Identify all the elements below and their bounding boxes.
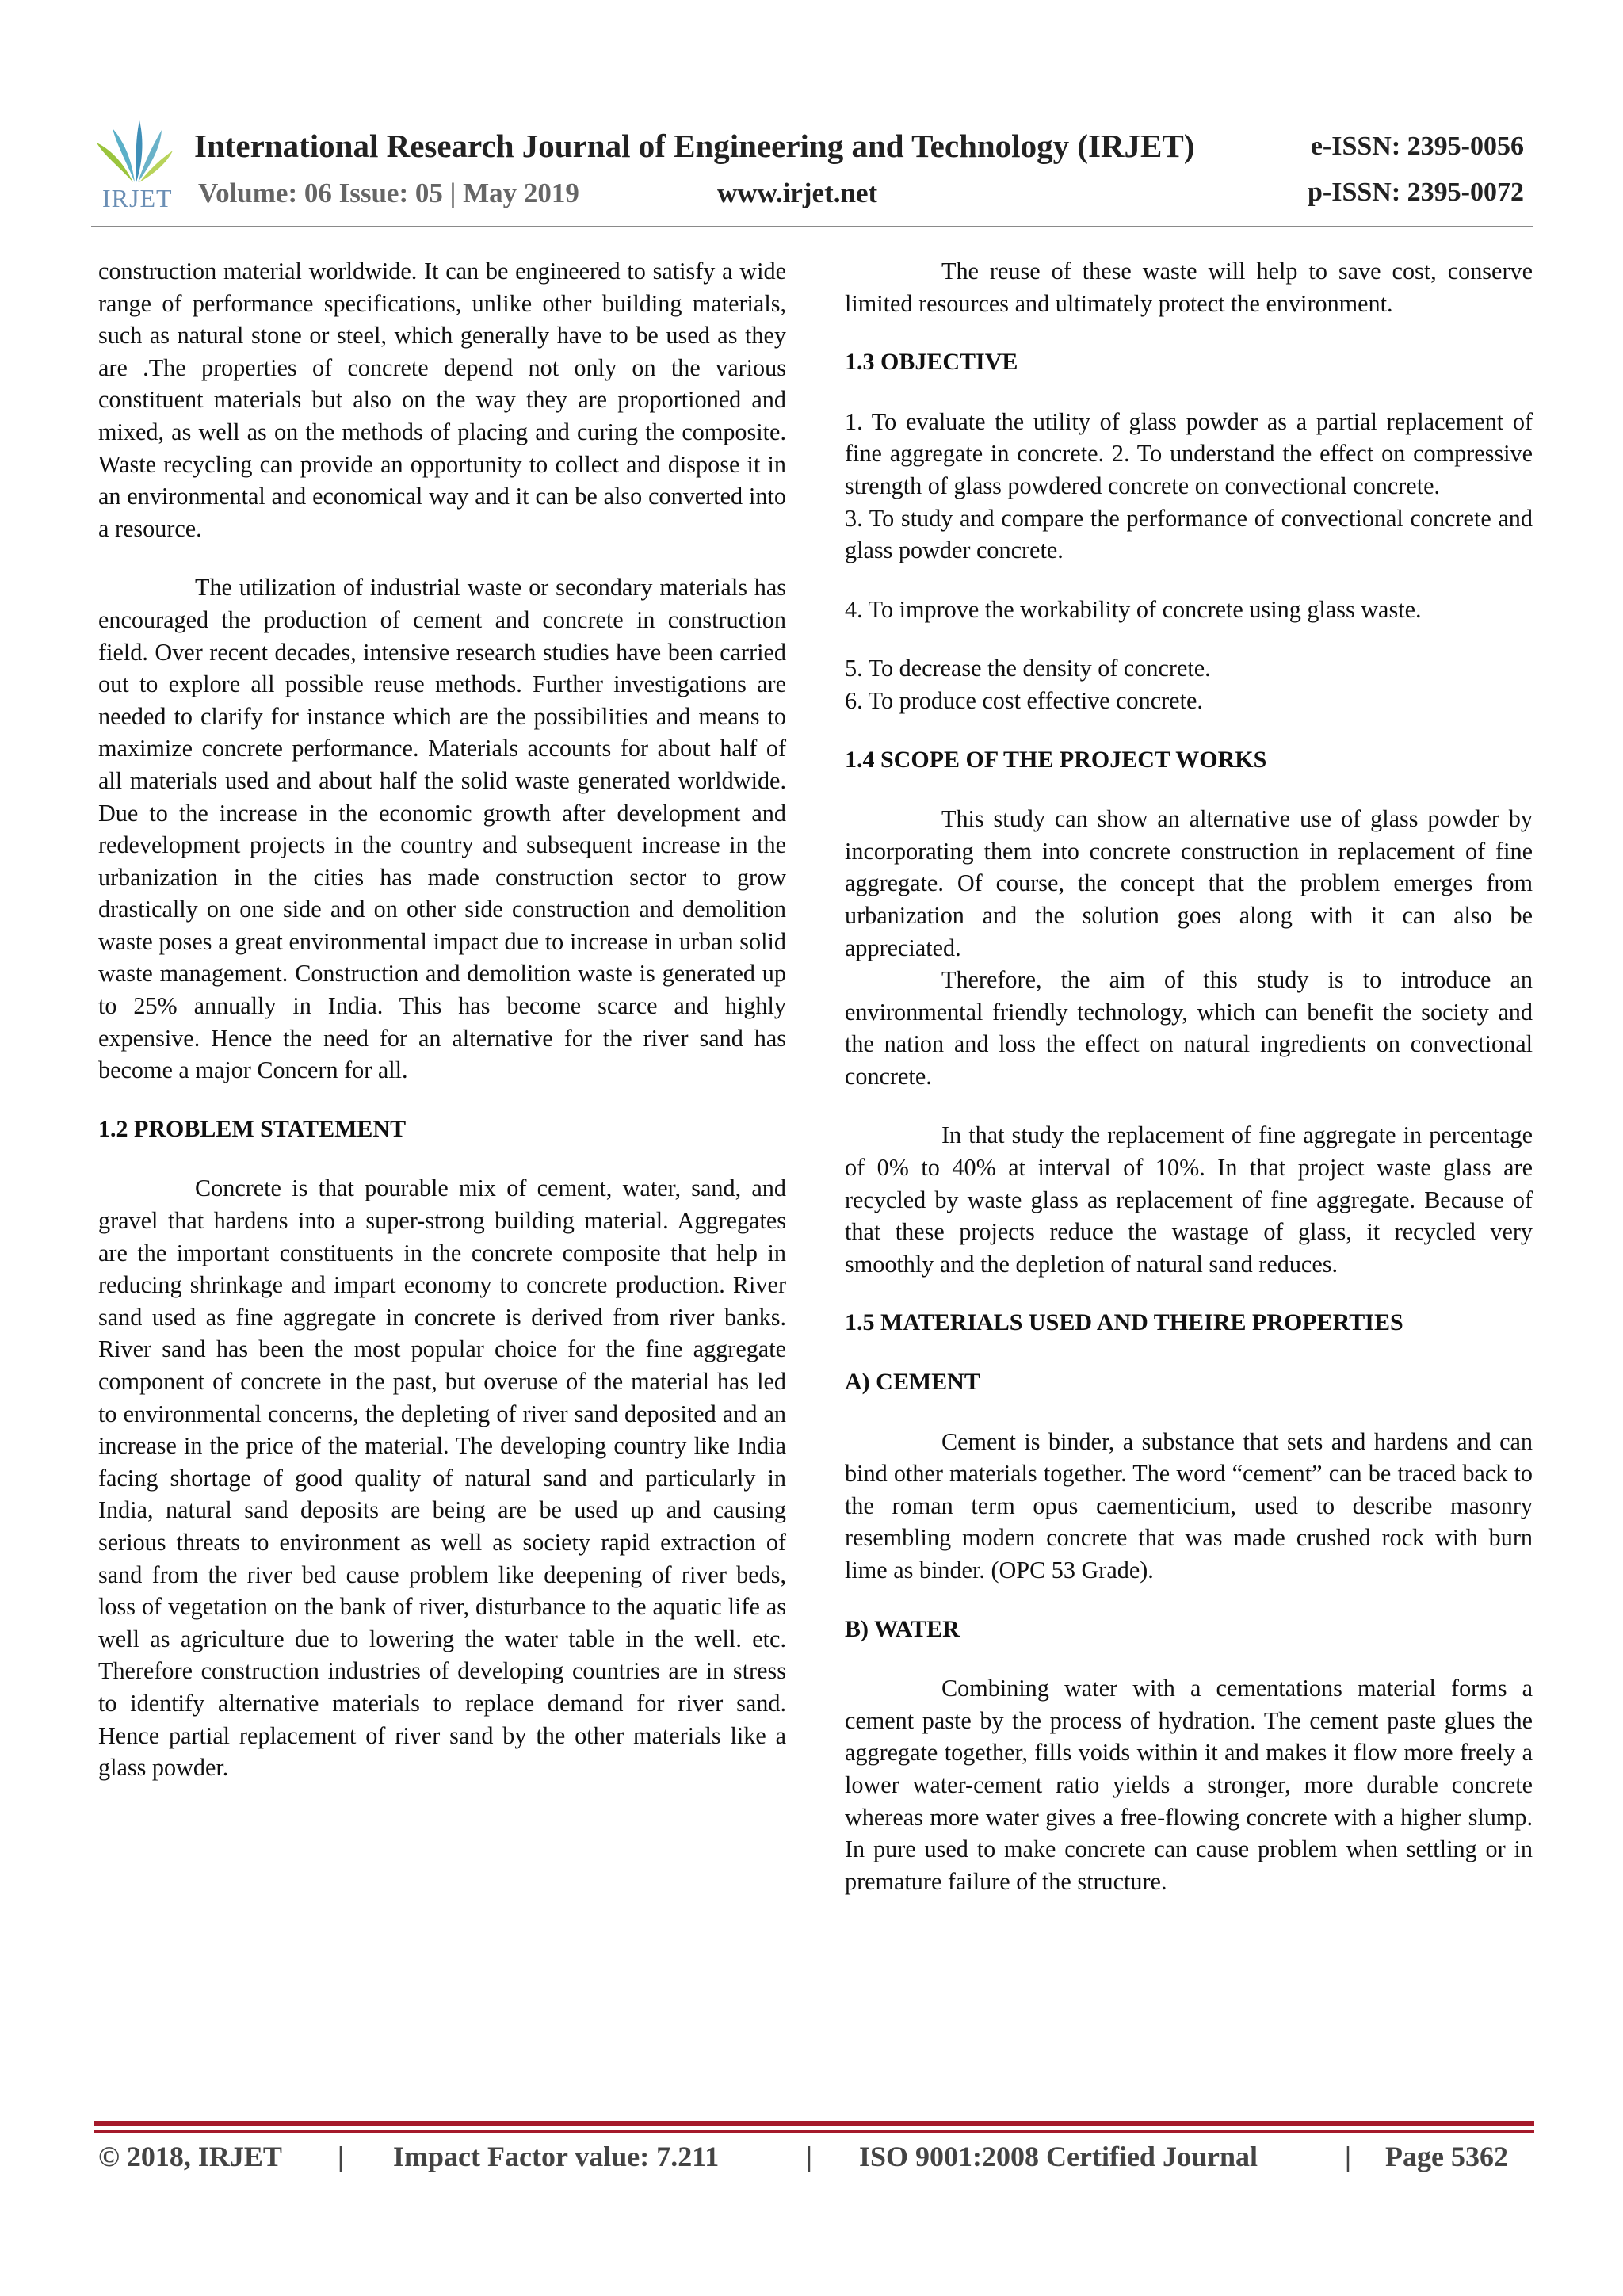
subsection-heading-cement: A) CEMENT: [845, 1369, 980, 1396]
journal-website-link[interactable]: www.irjet.net: [717, 178, 878, 208]
footer-iso-certification: ISO 9001:2008 Certified Journal: [859, 2141, 1258, 2172]
paragraph: This study can show an alternative use of glass powder by incorporating them into concrete construction in replacement of fine aggregate. Of course, the concept that the problem emerges from urbanization and the solution goes along with it can also be appreciated.: [845, 805, 1533, 961]
objective-item: 6. To produce cost effective concrete.: [845, 686, 1203, 714]
objective-item: 3. To study and compare the performance of convectional concrete and glass powder concrete.: [845, 504, 1533, 564]
volume-issue: Volume: 06 Issue: 05 | May 2019: [198, 178, 579, 208]
footer-copyright: © 2018, IRJET: [98, 2141, 282, 2172]
paragraph: In that study the replacement of fine aggregate in percentage of 0% to 40% at interval of 10%. In that project waste glass are recycled by waste glass as replacement of fine aggregate. Because of that these projects reduce the wastage of glass, it recycled very smoothly and the depletion of natural sand reduces.: [845, 1121, 1533, 1278]
page-footer: [98, 2140, 1534, 2179]
footer-separator: |: [806, 2141, 812, 2172]
page-header: [91, 119, 1533, 230]
eissn: e-ISSN: 2395-0056: [1310, 132, 1524, 161]
objective-item: 4. To improve the workability of concrete using glass waste.: [845, 595, 1422, 623]
subsection-heading-water: B) WATER: [845, 1615, 960, 1642]
logo-leaves-icon: [95, 119, 174, 186]
section-heading-objective: 1.3 OBJECTIVE: [845, 349, 1018, 376]
paragraph: The utilization of industrial waste or secondary materials has encouraged the production of cement and concrete in construction field. Over recent decades, intensive research studies have been carried out to explore all possible reuse methods. Further investigations are needed to clarify for instance which are the possibilities and means to maximize concrete performance. Materials accounts for about half of all materials used and about half the solid waste generated worldwide. Due to the increase in the economic growth after development and redevelopment projects in the country and subsequent increase in the urbanization in the cities has made construction sector to grow drastically on one side and on other side construction and demolition waste poses a great environmental impact due to increase in urban solid waste management. Construction and demolition waste is generated up to 25% annually in India. This has become scarce and highly expensive. Hence the need for an alternative for the river sand has become a major Concern for all.: [98, 574, 786, 1084]
paragraph: Cement is binder, a substance that sets and hardens and can bind other materials together. The word “cement” can be traced back to the roman term opus caementicium, used to describe masonry resembling modern concrete that was made crushed rock with burn lime as binder. (OPC 53 Grade).: [845, 1427, 1533, 1584]
paragraph: Therefore, the aim of this study is to introduce an environmental friendly technology, which can benefit the society and the nation and loss the effect on natural ingredients on convectional concrete.: [845, 966, 1533, 1090]
pissn: p-ISSN: 2395-0072: [1308, 178, 1524, 207]
journal-title: International Research Journal of Engineering and Technology (IRJET): [194, 128, 1195, 164]
footer-divider-thick: [94, 2121, 1534, 2126]
objective-item: 1. To evaluate the utility of glass powder as a partial replacement of fine aggregate in concrete. 2. To understand the effect on compressive strength of glass powdered concrete on convectional concrete.: [845, 407, 1533, 499]
footer-divider-thin: [94, 2130, 1534, 2133]
footer-separator: |: [338, 2141, 344, 2172]
section-heading-scope: 1.4 SCOPE OF THE PROJECT WORKS: [845, 746, 1267, 773]
irjet-logo: [91, 119, 178, 214]
footer-page-number: Page 5362: [1385, 2141, 1508, 2172]
objective-item: 5. To decrease the density of concrete.: [845, 655, 1211, 682]
section-heading-problem-statement: 1.2 PROBLEM STATEMENT: [98, 1115, 407, 1142]
paragraph: construction material worldwide. It can be engineered to satisfy a wide range of performance specifications, unlike other building materials, such as natural stone or steel, which generally have to be used as they are .The properties of concrete depend not only on the various constituent materials but also on the way they are proportioned and mixed, as well as on the methods of placing and curing the composite. Waste recycling can provide an opportunity to collect and dispose it in an environmental and economical way and it can be also converted into a resource.: [98, 258, 786, 542]
paragraph: Concrete is that pourable mix of cement, water, sand, and gravel that hardens into a super-strong building material. Aggregates are the important constituents in the concrete composite that help in reducing shrinkage and impart economy to concrete production. River sand used as fine aggregate in concrete is derived from river banks. River sand has been the most popular choice for the fine aggregate component of concrete in the past, but overuse of the material has led to environmental concerns, the depleting of river sand deposited and an increase in the price of the material. The developing country like India facing shortage of good quality of natural sand and particularly in India, natural sand deposits are being are be used up and causing serious threats to environment as well as society rapid extraction of sand from the river bed cause problem like deepening of river beds, loss of vegetation on the bank of river, disturbance to the aquatic life as well as agriculture due to lowering the water table in the well. etc. Therefore construction industries of developing countries are in stress to identify alternative materials to replace demand for river sand. Hence partial replacement of river sand by the other materials like a glass powder.: [98, 1175, 786, 1782]
section-heading-materials: 1.5 MATERIALS USED AND THEIRE PROPERTIES: [845, 1309, 1403, 1336]
footer-separator: |: [1345, 2141, 1351, 2172]
left-column: [98, 255, 786, 1784]
logo-text: IRJET: [102, 184, 173, 212]
paragraph: Combining water with a cementations material forms a cement paste by the process of hydration. The cement paste glues the aggregate together, fills voids within it and makes it flow more freely a lower water-cement ratio yields a stronger, more durable concrete whereas more water gives a free-flowing concrete with a higher slump. In pure used to make concrete can cause problem when settling or in premature failure of the structure.: [845, 1675, 1533, 1895]
paragraph: The reuse of these waste will help to save cost, conserve limited resources and ultimately protect the environment.: [845, 258, 1533, 317]
header-divider: [91, 226, 1533, 227]
right-column: [845, 255, 1533, 1897]
footer-impact-factor: Impact Factor value: 7.211: [393, 2141, 720, 2172]
